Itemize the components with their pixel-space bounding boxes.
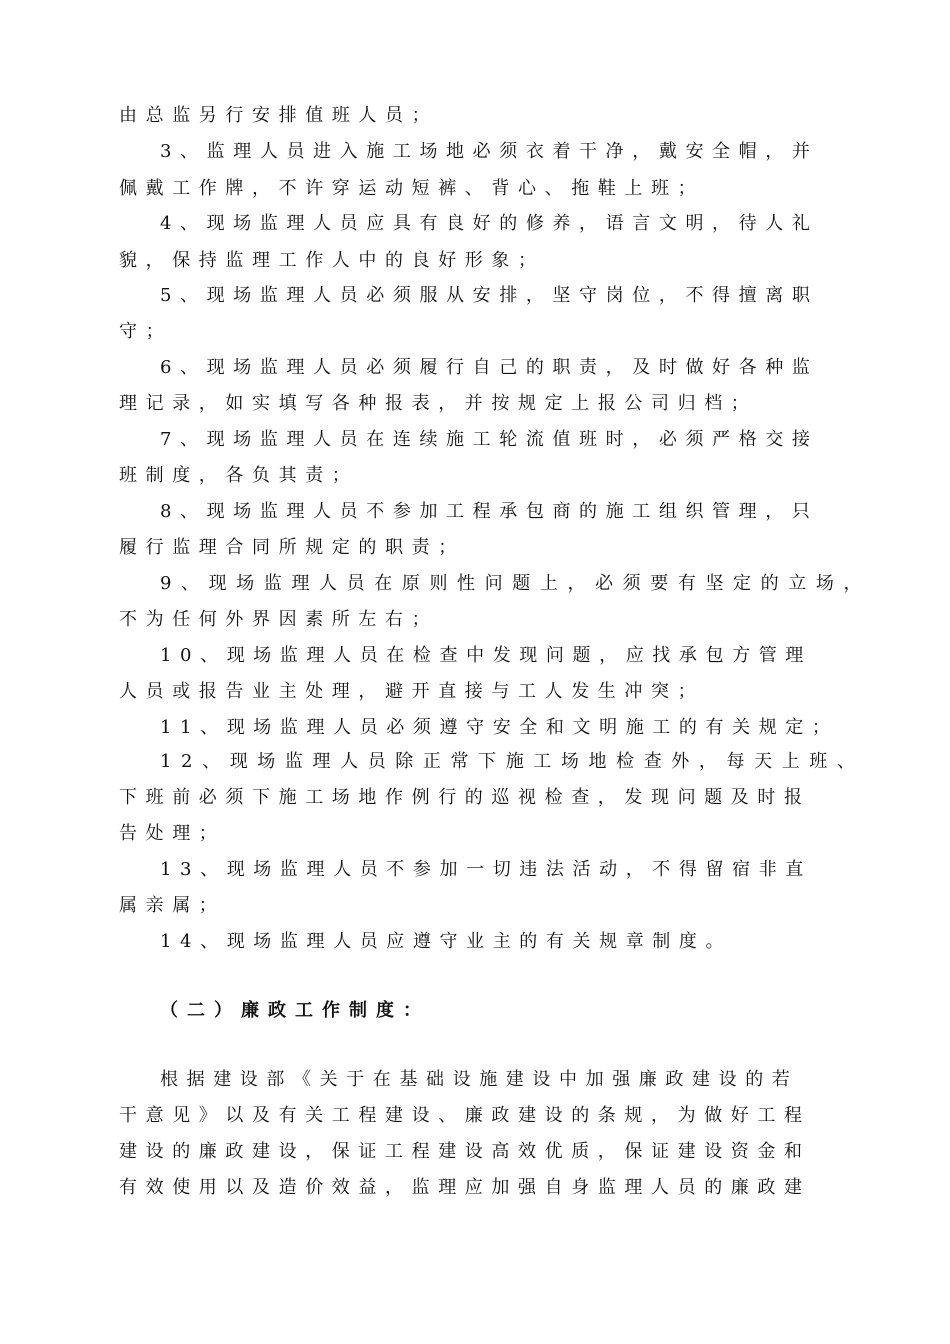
text-line: 由总监另行安排值班人员；: [119, 105, 439, 126]
text-line: 6、现场监理人员必须履行自己的职责，及时做好各种监: [160, 357, 819, 378]
section-heading: （二）廉政工作制度：: [160, 1000, 430, 1021]
text-line: 班制度，各负其责；: [119, 465, 359, 486]
text-line: 佩戴工作牌，不许穿运动短裤、背心、拖鞋上班；: [119, 178, 705, 199]
text-line: 13、现场监理人员不参加一切违法活动，不得留宿非直: [160, 859, 812, 880]
text-line: 14、现场监理人员应遵守业主的有关规章制度。: [160, 931, 733, 952]
text-line: 人员或报告业主处理，避开直接与工人发生冲突；: [119, 681, 705, 702]
text-line: 5、现场监理人员必须服从安排，坚守岗位，不得擅离职: [160, 285, 819, 306]
text-line: 履行监理合同所规定的职责；: [119, 537, 465, 558]
text-line: 不为任何外界因素所左右；: [119, 609, 439, 630]
text-line: 下班前必须下施工场地作例行的巡视检查，发现问题及时报: [119, 787, 811, 808]
text-line: 貌，保持监理工作人中的良好形象；: [119, 250, 545, 271]
text-line: 8、现场监理人员不参加工程承包商的施工组织管理，只: [160, 501, 819, 522]
text-line: 4、现场监理人员应具有良好的修养，语言文明，待人礼: [160, 213, 819, 234]
paragraph-line: 根据建设部《关于在基础设施建设中加强廉政建设的若: [160, 1069, 799, 1090]
text-line: 9、现场监理人员在原则性问题上，必须要有坚定的立场，: [160, 573, 872, 594]
text-line: 告处理；: [119, 823, 226, 844]
paragraph-line: 建设的廉政建设，保证工程建设高效优质，保证建设资金和: [119, 1141, 811, 1162]
text-line: 11、现场监理人员必须遵守安全和文明施工的有关规定；: [160, 717, 839, 738]
text-line: 守；: [119, 321, 173, 342]
text-line: 7、现场监理人员在连续施工轮流值班时，必须严格交接: [160, 429, 819, 450]
paragraph-line: 干意见》以及有关工程建设、廉政建设的条规，为做好工程: [119, 1105, 811, 1126]
text-line: 10、现场监理人员在检查中发现问题，应找承包方管理: [160, 645, 812, 666]
text-line: 理记录，如实填写各种报表，并按规定上报公司归档；: [119, 393, 758, 414]
paragraph-line: 有效使用以及造价效益，监理应加强自身监理人员的廉政建: [119, 1177, 811, 1198]
text-line: 3、监理人员进入施工场地必须衣着干净，戴安全帽，并: [160, 141, 819, 162]
text-line: 属亲属；: [119, 895, 226, 916]
text-line: 12、现场监理人员除正常下施工场地检查外，每天上班、: [160, 751, 865, 772]
